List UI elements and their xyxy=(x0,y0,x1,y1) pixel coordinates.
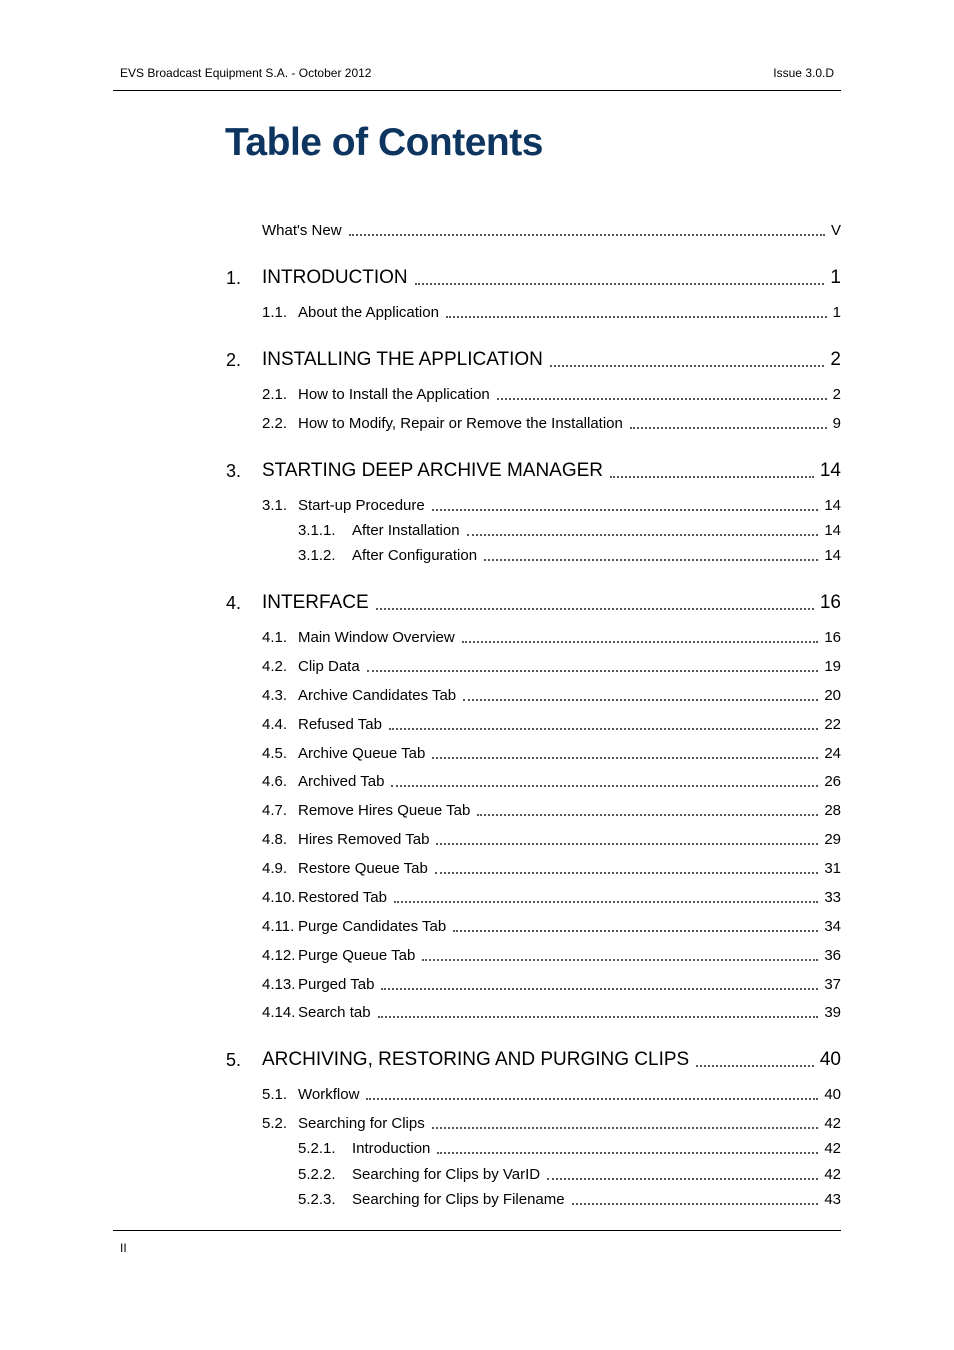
leader-dots xyxy=(367,670,819,672)
toc-number: 3.1. xyxy=(262,497,288,514)
toc-label: Workflow xyxy=(298,1086,360,1103)
toc-page: 31 xyxy=(824,860,841,877)
toc-entry[interactable] xyxy=(262,971,841,993)
chapter-number: 5. xyxy=(226,1050,242,1070)
leader-dots xyxy=(547,1178,818,1180)
toc-label: Search tab xyxy=(298,1004,371,1021)
toc-number: 3.1.2. xyxy=(298,547,336,564)
footer-page-number: II xyxy=(120,1241,127,1255)
toc-number: 5.2.3. xyxy=(298,1191,336,1208)
toc-number: 4.9. xyxy=(262,860,288,877)
leader-dots xyxy=(432,1127,819,1129)
toc-page: 29 xyxy=(824,831,841,848)
leader-dots xyxy=(463,699,818,701)
toc-page: 33 xyxy=(824,889,841,906)
toc-number: 3.1.1. xyxy=(298,522,336,539)
toc-entry[interactable] xyxy=(262,1081,841,1103)
toc-number: 4.5. xyxy=(262,745,288,762)
leader-dots xyxy=(389,728,818,730)
toc-page: 9 xyxy=(832,415,841,432)
leader-dots xyxy=(477,814,818,816)
leader-dots xyxy=(366,1098,818,1100)
toc-number: 2.2. xyxy=(262,415,288,432)
toc-entry[interactable] xyxy=(262,855,841,877)
toc-number: 4.3. xyxy=(262,687,288,704)
toc-label: Clip Data xyxy=(298,658,360,675)
toc-label: After Configuration xyxy=(352,547,478,564)
toc-label: ARCHIVING, RESTORING AND PURGING CLIPS xyxy=(262,1049,690,1070)
toc-label: Searching for Clips by VarID xyxy=(352,1166,541,1183)
toc-page: 14 xyxy=(824,497,841,514)
leader-dots xyxy=(497,398,827,400)
toc-page: 1 xyxy=(830,267,841,288)
toc-label: Main Window Overview xyxy=(298,629,455,646)
toc-number: 4.8. xyxy=(262,831,288,848)
toc-page: 14 xyxy=(819,460,841,481)
toc-label: Refused Tab xyxy=(298,716,382,733)
toc-label: Archive Queue Tab xyxy=(298,745,426,762)
leader-dots xyxy=(610,476,814,478)
leader-dots xyxy=(446,316,827,318)
toc-page: 37 xyxy=(824,976,841,993)
page-title: Table of Contents xyxy=(225,121,543,164)
header-publisher: EVS Broadcast Equipment S.A. - October 2012 xyxy=(120,66,372,80)
toc-page: 2 xyxy=(830,349,841,370)
toc-number: 4.7. xyxy=(262,802,288,819)
toc-page: 2 xyxy=(832,386,841,403)
toc-entry[interactable] xyxy=(262,826,841,848)
toc-entry[interactable] xyxy=(262,410,841,432)
toc-page: 43 xyxy=(824,1191,841,1208)
leader-dots xyxy=(696,1065,814,1067)
toc-entry[interactable] xyxy=(262,740,841,762)
leader-dots xyxy=(484,559,818,561)
toc-page: 19 xyxy=(824,658,841,675)
toc-number: 4.2. xyxy=(262,658,288,675)
toc-label: How to Modify, Repair or Remove the Installation xyxy=(298,415,623,432)
leader-dots xyxy=(435,872,819,874)
leader-dots xyxy=(432,509,819,511)
toc-entry[interactable] xyxy=(262,884,841,906)
page-header xyxy=(113,64,841,91)
toc-entry-whats-new[interactable] xyxy=(262,217,841,239)
toc-chapter-1[interactable] xyxy=(262,263,841,289)
toc-page: V xyxy=(830,222,841,239)
toc-entry[interactable] xyxy=(262,682,841,704)
toc-number: 5.2. xyxy=(262,1115,288,1132)
toc-chapter-5[interactable] xyxy=(262,1045,841,1071)
leader-dots xyxy=(630,427,827,429)
toc-entry[interactable] xyxy=(298,1161,841,1183)
leader-dots xyxy=(462,641,819,643)
toc-page: 14 xyxy=(824,522,841,539)
toc-label: How to Install the Application xyxy=(298,386,490,403)
toc-label: About the Application xyxy=(298,304,439,321)
toc-page: 36 xyxy=(824,947,841,964)
toc-label: Hires Removed Tab xyxy=(298,831,430,848)
toc-number: 5.2.1. xyxy=(298,1140,336,1157)
toc-page: 39 xyxy=(824,1004,841,1021)
toc-page: 40 xyxy=(824,1086,841,1103)
toc-chapter-2[interactable] xyxy=(262,345,841,371)
toc-page: 16 xyxy=(819,592,841,613)
toc-page: 42 xyxy=(824,1140,841,1157)
toc-page: 1 xyxy=(832,304,841,321)
leader-dots xyxy=(572,1203,819,1205)
leader-dots xyxy=(436,843,818,845)
toc-entry[interactable] xyxy=(262,768,841,790)
toc-label: Searching for Clips by Filename xyxy=(352,1191,565,1208)
toc-number: 4.12. xyxy=(262,947,296,964)
toc-page: 16 xyxy=(824,629,841,646)
toc-chapter-4[interactable] xyxy=(262,588,841,614)
toc-entry[interactable] xyxy=(262,797,841,819)
toc-label: What's New xyxy=(262,222,342,239)
toc-label: Searching for Clips xyxy=(298,1115,425,1132)
leader-dots xyxy=(391,785,818,787)
leader-dots xyxy=(378,1016,819,1018)
toc-page: 42 xyxy=(824,1115,841,1132)
leader-dots xyxy=(453,930,818,932)
toc-label: After Installation xyxy=(352,522,460,539)
toc-page: 26 xyxy=(824,773,841,790)
toc-entry[interactable] xyxy=(298,1186,841,1208)
leader-dots xyxy=(394,901,818,903)
leader-dots xyxy=(422,959,818,961)
toc-entry[interactable] xyxy=(262,942,841,964)
toc-page: 42 xyxy=(824,1166,841,1183)
chapter-number: 1. xyxy=(226,268,242,288)
toc-number: 1.1. xyxy=(262,304,288,321)
toc-number: 5.1. xyxy=(262,1086,288,1103)
leader-dots xyxy=(415,283,825,285)
toc-entry[interactable] xyxy=(262,381,841,403)
toc-entry[interactable] xyxy=(262,653,841,675)
toc-label: Purge Candidates Tab xyxy=(298,918,447,935)
toc-entry[interactable] xyxy=(262,492,841,514)
leader-dots xyxy=(550,365,825,367)
toc-page: 40 xyxy=(819,1049,841,1070)
toc-label: Restored Tab xyxy=(298,889,387,906)
toc-page: 20 xyxy=(824,687,841,704)
toc-number: 4.6. xyxy=(262,773,288,790)
toc-label: Introduction xyxy=(352,1140,431,1157)
chapter-number: 4. xyxy=(226,593,242,613)
header-issue: Issue 3.0.D xyxy=(773,66,834,80)
toc-label: STARTING DEEP ARCHIVE MANAGER xyxy=(262,460,604,481)
toc-entry[interactable] xyxy=(298,542,841,564)
toc-number: 4.1. xyxy=(262,629,288,646)
toc-entry[interactable] xyxy=(262,711,841,733)
toc-entry[interactable] xyxy=(298,517,841,539)
toc-label: Remove Hires Queue Tab xyxy=(298,802,471,819)
leader-dots xyxy=(432,757,818,759)
toc-number: 4.13. xyxy=(262,976,296,993)
toc-label: Archive Candidates Tab xyxy=(298,687,457,704)
toc-entry[interactable] xyxy=(262,913,841,935)
leader-dots xyxy=(376,608,814,610)
toc-number: 4.10. xyxy=(262,889,296,906)
toc-page: 24 xyxy=(824,745,841,762)
leader-dots xyxy=(437,1152,818,1154)
toc-number: 4.11. xyxy=(262,918,295,935)
toc-label: Archived Tab xyxy=(298,773,385,790)
toc-chapter-3[interactable] xyxy=(262,456,841,482)
toc-label: Start-up Procedure xyxy=(298,497,425,514)
toc-page: 14 xyxy=(824,547,841,564)
leader-dots xyxy=(381,988,818,990)
toc-number: 2.1. xyxy=(262,386,288,403)
toc-entry[interactable] xyxy=(262,299,841,321)
toc-label: INTERFACE xyxy=(262,592,369,613)
toc-number: 4.14. xyxy=(262,1004,296,1021)
toc-number: 4.4. xyxy=(262,716,288,733)
toc-label: Purged Tab xyxy=(298,976,375,993)
leader-dots xyxy=(467,534,819,536)
chapter-number: 3. xyxy=(226,461,242,481)
toc-label: Restore Queue Tab xyxy=(298,860,428,877)
toc-label: INTRODUCTION xyxy=(262,267,408,288)
chapter-number: 2. xyxy=(226,350,242,370)
toc-page: 22 xyxy=(824,716,841,733)
toc-entry[interactable] xyxy=(262,1110,841,1132)
toc-label: INSTALLING THE APPLICATION xyxy=(262,349,543,370)
toc-entry[interactable] xyxy=(298,1135,841,1157)
toc-entry[interactable] xyxy=(262,999,841,1021)
toc-label: Purge Queue Tab xyxy=(298,947,416,964)
toc-entry[interactable] xyxy=(262,624,841,646)
toc-page: 28 xyxy=(824,802,841,819)
leader-dots xyxy=(349,234,825,236)
toc-number: 5.2.2. xyxy=(298,1166,336,1183)
page-footer xyxy=(113,1230,841,1255)
toc-page: 34 xyxy=(824,918,841,935)
